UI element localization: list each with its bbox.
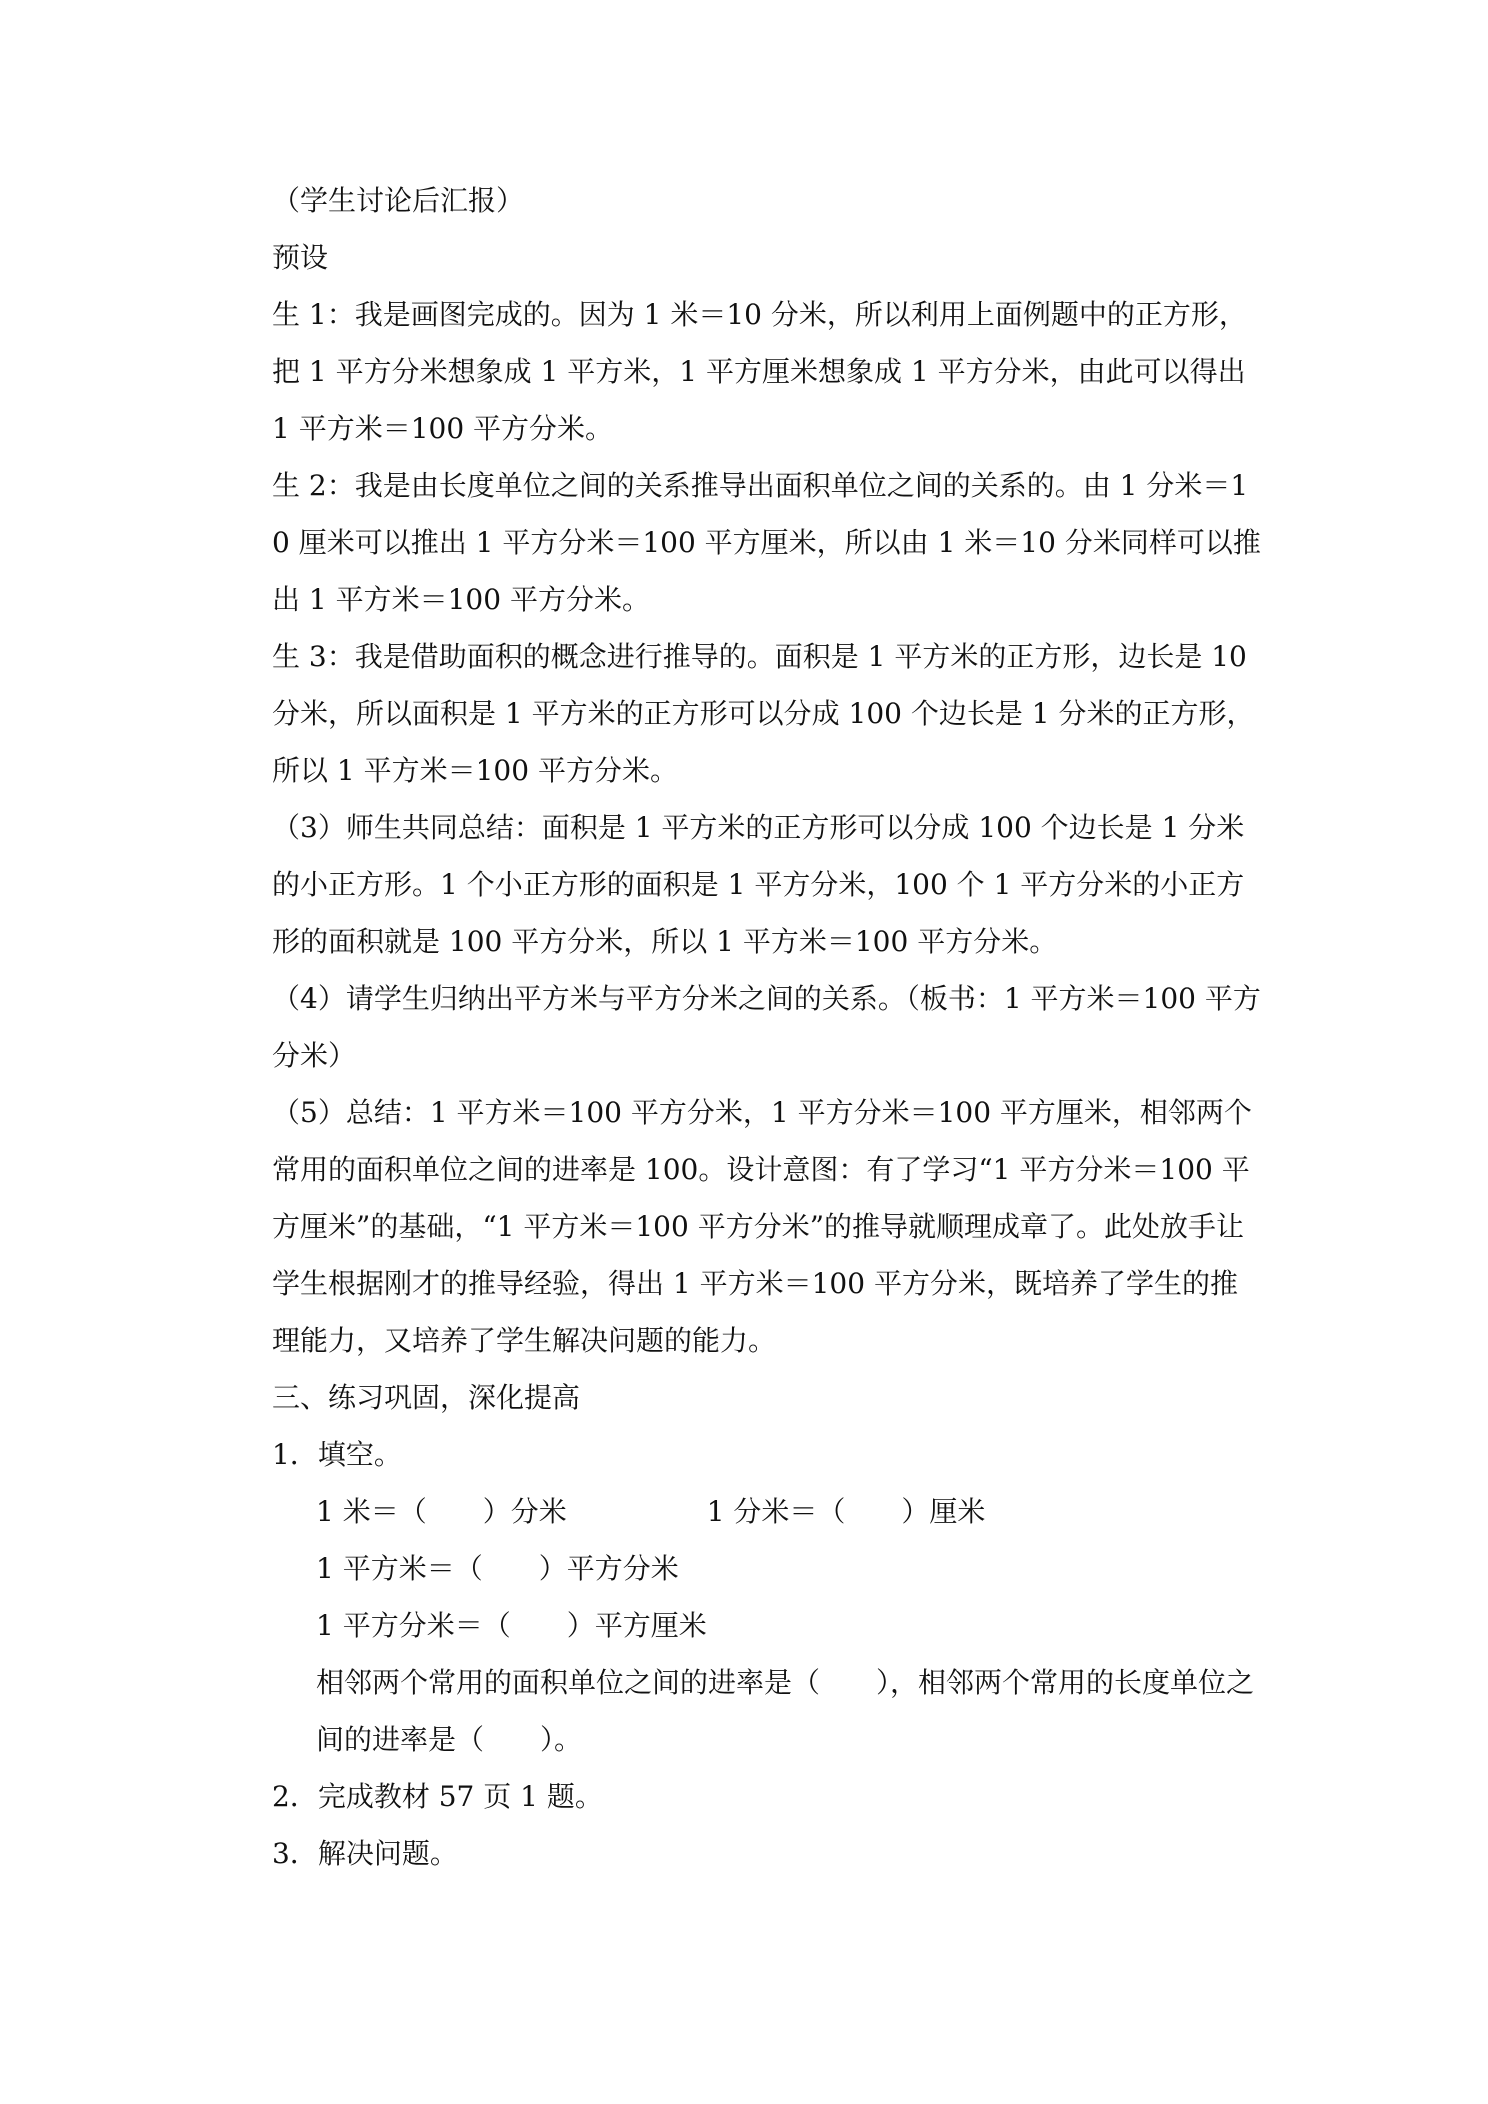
section-heading-practice: 三、练习巩固，深化提高 — [272, 1381, 581, 1414]
paragraph-student-1: 生 1：我是画图完成的。因为 1 米＝10 分米，所以利用上面例题中的正方形，把 1 平方分米想象成 1 平方米，1 平方厘米想象成 1 平方分米，由此可以得出 1 平方米＝100 平方分米。 — [272, 298, 1247, 445]
paragraph-preset: 预设 — [272, 241, 329, 274]
exercise-row-square-decimeter: 1 平方分米＝（ ）平方厘米 — [316, 1609, 707, 1642]
exercise-textbook: 2．完成教材 57 页 1 题。 — [272, 1780, 603, 1813]
exercise-row-rates: 相邻两个常用的面积单位之间的进率是（ ），相邻两个常用的长度单位之间的进率是（ ）。 — [316, 1666, 1255, 1756]
exercise-solve-problems: 3．解决问题。 — [272, 1837, 458, 1870]
exercise-title-fill-blank: 1．填空。 — [272, 1438, 402, 1471]
exercise-row-square-meter: 1 平方米＝（ ）平方分米 — [316, 1552, 679, 1585]
paragraph-student-2: 生 2：我是由长度单位之间的关系推导出面积单位之间的关系的。由 1 分米＝10 厘米可以推出 1 平方分米＝100 平方厘米，所以由 1 米＝10 分米同样可以推出 1 平方米＝100 平方分米。 — [272, 469, 1261, 616]
paragraph-relation-4: （4）请学生归纳出平方米与平方分米之间的关系。（板书：1 平方米＝100 平方分米） — [272, 982, 1261, 1072]
paragraph-summary-3: （3）师生共同总结：面积是 1 平方米的正方形可以分成 100 个边长是 1 分米的小正方形。1 个小正方形的面积是 1 平方分米，100 个 1 平方分米的小正方形的面积就是 100 平方分米，所以 1 平方米＝100 平方分米。 — [272, 811, 1245, 958]
document-body — [272, 172, 1262, 1882]
paragraph-student-3: 生 3：我是借助面积的概念进行推导的。面积是 1 平方米的正方形，边长是 10 分米，所以面积是 1 平方米的正方形可以分成 100 个边长是 1 分米的正方形，所以 1 平方米＝100 平方分米。 — [272, 640, 1255, 787]
exercise-row-meter-decimeter: 1 米＝（ ）分米 1 分米＝（ ）厘米 — [316, 1495, 986, 1528]
paragraph-report-note: （学生讨论后汇报） — [272, 184, 525, 217]
paragraph-summary-5: （5）总结：1 平方米＝100 平方分米，1 平方分米＝100 平方厘米，相邻两个常用的面积单位之间的进率是 100。设计意图：有了学习“1 平方分米＝100 平方厘米”的基础，“1 平方米＝100 平方分米”的推导就顺理成章了。此处放手让学生根据刚才的推导经验，得出 1 平方米＝100 平方分米，既培养了学生的推理能力，又培养了学生解决问题的能力。 — [272, 1096, 1252, 1357]
